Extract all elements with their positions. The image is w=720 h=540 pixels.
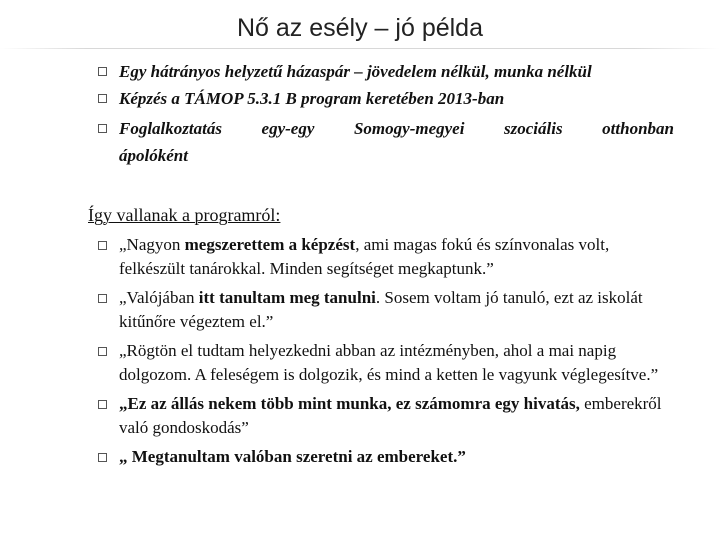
quote-emphasis: „ Megtanultam valóban szeretni az embereket.” (119, 447, 466, 466)
testimonial-item (98, 233, 666, 281)
testimonial-item (98, 286, 666, 334)
quote-emphasis: „Ez az állás nekem több mint munka, ez számomra egy hivatás, (119, 394, 580, 413)
quote-text: , ami magas fokú és színvonalas volt, felkészült tanárokkal. Minden segítséget megkaptunk.” (119, 235, 610, 278)
quote-text: . Sosem voltam jó tanuló, ezt az iskolát kitűnőre végeztem el.” (119, 288, 643, 331)
quote-emphasis: megszerettem a képzést (184, 235, 356, 254)
list-item-text-line: Foglalkoztatás egy-egy Somogy-megyei szociális otthonban (119, 119, 674, 138)
checkbox-bullet-icon (98, 241, 107, 250)
checkbox-bullet-icon (98, 94, 107, 103)
quote-text: „Nagyon (119, 235, 185, 254)
quote-text: emberekről való gondoskodás” (119, 394, 662, 437)
list-item-text: Képzés a TÁMOP 5.3.1 B program keretében 2013-ban (119, 89, 505, 108)
key-facts-list (98, 58, 674, 169)
checkbox-bullet-icon (98, 347, 107, 356)
list-item (98, 115, 674, 169)
checkbox-bullet-icon (98, 67, 107, 76)
checkbox-bullet-icon (98, 400, 107, 409)
quote-emphasis: itt tanultam meg tanulni (198, 288, 376, 307)
testimonial-item (98, 339, 666, 387)
list-item-text: Egy hátrányos helyzetű házaspár – jövedelem nélkül, munka nélkül (119, 62, 592, 81)
list-item (98, 58, 674, 85)
testimonials-list (98, 233, 666, 474)
quote-text: „Valójában (119, 288, 199, 307)
title-divider (0, 48, 720, 49)
checkbox-bullet-icon (98, 294, 107, 303)
testimonial-item (98, 392, 666, 440)
slide-title: Nő az esély – jó példa (237, 14, 483, 42)
checkbox-bullet-icon (98, 124, 107, 133)
testimonial-item (98, 445, 666, 469)
quote-text: „Rögtön el tudtam helyezkedni abban az intézményben, ahol a mai napig dolgozom. A feleségem is dolgozik, és mind a ketten le vagyunk véglegesítve.” (119, 341, 659, 384)
list-item-text-line: ápolóként (119, 146, 188, 165)
list-item (98, 85, 674, 112)
testimonials-heading: Így vallanak a programról: (88, 205, 281, 225)
checkbox-bullet-icon (98, 453, 107, 462)
